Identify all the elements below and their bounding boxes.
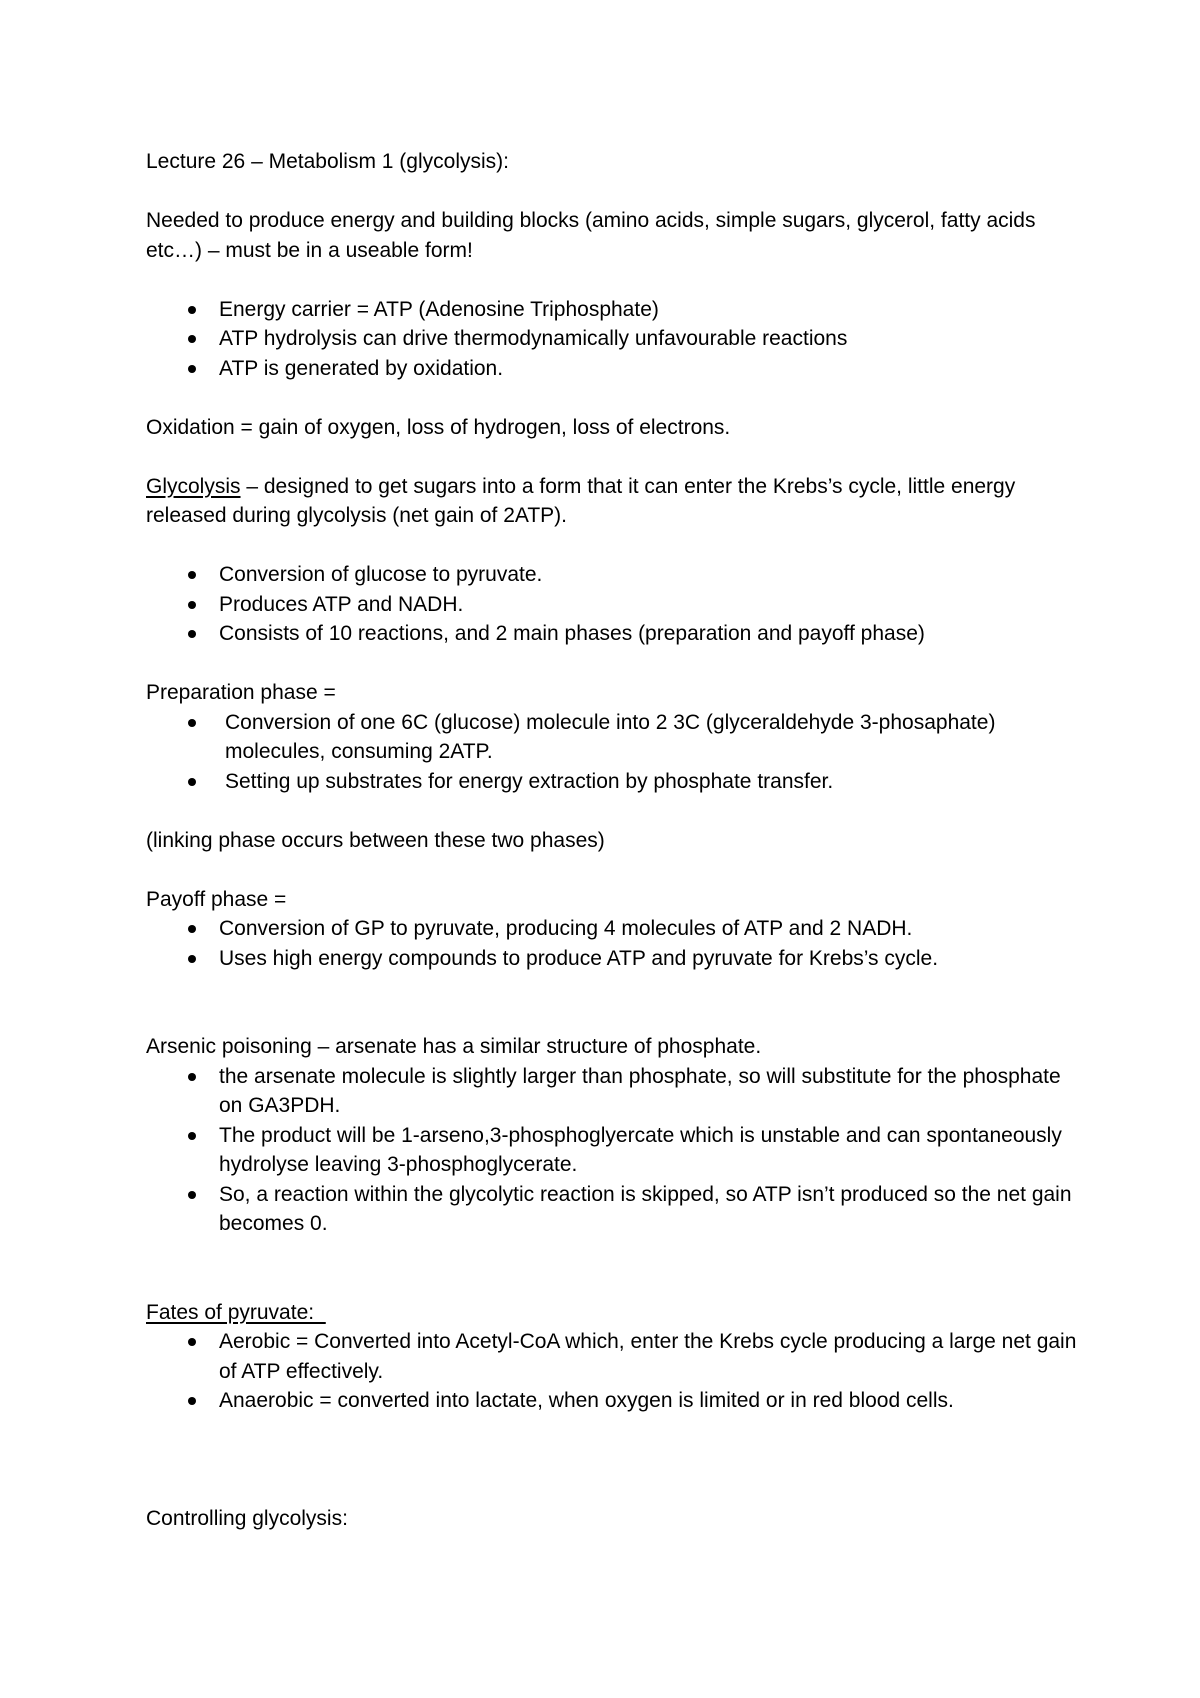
list-item: ATP is generated by oxidation.	[146, 354, 1086, 384]
fates-heading	[146, 1298, 1086, 1328]
list-item: Setting up substrates for energy extraction by phosphate transfer.	[146, 767, 1086, 797]
list-item: Conversion of GP to pyruvate, producing 4 molecules of ATP and 2 NADH.	[146, 914, 1086, 944]
list-item: the arsenate molecule is slightly larger than phosphate, so will substitute for the phosphate on GA3PDH.	[146, 1062, 1086, 1121]
list-item: Consists of 10 reactions, and 2 main phases (preparation and payoff phase)	[146, 619, 1086, 649]
list-item: Uses high energy compounds to produce ATP and pyruvate for Krebs’s cycle.	[146, 944, 1086, 974]
list-item: So, a reaction within the glycolytic reaction is skipped, so ATP isn’t produced so the net gain becomes 0.	[146, 1180, 1086, 1239]
fates-heading-text: Fates of pyruvate:	[146, 1300, 326, 1324]
controlling-heading: Controlling glycolysis:	[146, 1507, 348, 1530]
glycolysis-paragraph	[146, 472, 1086, 531]
list-item: Conversion of glucose to pyruvate.	[146, 560, 1086, 590]
list-item: Energy carrier = ATP (Adenosine Triphosphate)	[146, 295, 1086, 325]
arsenic-list	[146, 1062, 1086, 1239]
oxidation-definition: Oxidation = gain of oxygen, loss of hydrogen, loss of electrons.	[146, 415, 731, 439]
preparation-list	[146, 708, 1086, 797]
intro-paragraph: Needed to produce energy and building blocks (amino acids, simple sugars, glycerol, fatty acids etc…) – must be in a useable form!	[146, 209, 1036, 262]
list-item: Conversion of one 6C (glucose) molecule into 2 3C (glyceraldehyde 3-phosaphate) molecules, consuming 2ATP.	[146, 708, 1086, 767]
glycolysis-term: Glycolysis	[146, 474, 241, 498]
arsenic-heading: Arsenic poisoning – arsenate has a similar structure of phosphate.	[146, 1035, 762, 1058]
linking-note: (linking phase occurs between these two phases)	[146, 828, 605, 852]
payoff-list	[146, 914, 1086, 973]
fates-list	[146, 1327, 1086, 1416]
payoff-heading: Payoff phase =	[146, 887, 287, 911]
list-item: Produces ATP and NADH.	[146, 590, 1086, 620]
energy-list	[146, 295, 1086, 384]
document-body	[146, 147, 1086, 1534]
glycolysis-description: – designed to get sugars into a form that it can enter the Krebs’s cycle, little energy released during glycolysis (net gain of 2ATP).	[146, 474, 1016, 527]
preparation-heading: Preparation phase =	[146, 681, 336, 704]
list-item: ATP hydrolysis can drive thermodynamically unfavourable reactions	[146, 324, 1086, 354]
lecture-title: Lecture 26 – Metabolism 1 (glycolysis):	[146, 150, 509, 173]
glycolysis-list	[146, 560, 1086, 649]
list-item: Anaerobic = converted into lactate, when oxygen is limited or in red blood cells.	[146, 1386, 1086, 1416]
list-item: The product will be 1-arseno,3-phosphoglyercate which is unstable and can spontaneously hydrolyse leaving 3-phosphoglycerate.	[146, 1121, 1086, 1180]
list-item: Aerobic = Converted into Acetyl-CoA which, enter the Krebs cycle producing a large net gain of ATP effectively.	[146, 1327, 1086, 1386]
